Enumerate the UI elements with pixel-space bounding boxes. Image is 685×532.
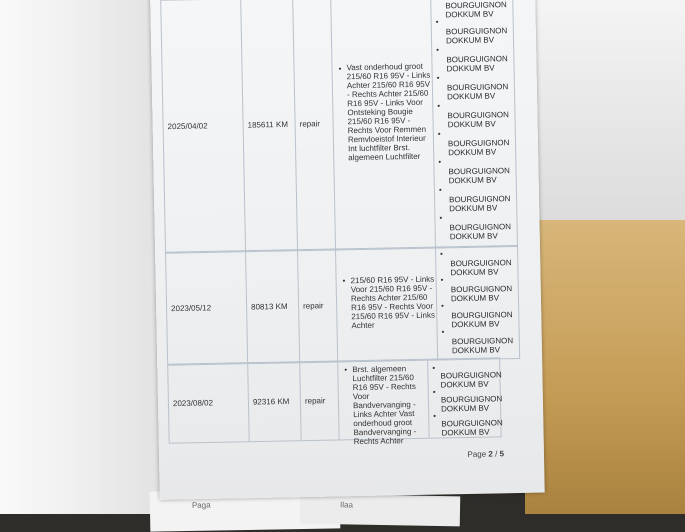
bullet-icon: • (433, 411, 437, 421)
garage-value: BOURGUIGNON DOKKUM BV (447, 138, 510, 158)
garage-value: BOURGUIGNON DOKKUM BV (440, 370, 502, 390)
page-current: 2 (488, 449, 493, 459)
document-page (150, 0, 545, 500)
garage-value: BOURGUIGNON DOKKUM BV (448, 166, 510, 186)
underlying-paper-text-2: Ilaa (340, 500, 354, 510)
description-value: 215/60 R16 95V - Links Voor 215/60 R16 95V - Rechts Achter 215/60 R16 95V - Rechts Voor 215/60 R16 95V - Links Achter (350, 274, 435, 331)
garage-value: BOURGUIGNON DOKKUM BV (446, 82, 509, 102)
garage-value: BOURGUIGNON DOKKUM BV (440, 394, 503, 414)
bullet-icon: • (440, 275, 444, 285)
description-value: Vast onderhoud groot 215/60 R16 95V - Links Achter 215/60 R16 95V - Rechts Achter 215/60 R16 95V - Links Voor Ontsteking Bougie 215/60 R16 95V - Rechts Voor Remmen Remvloeistof Interieur Int luchtfilter Brst. algemeen Luchtfilter (346, 61, 431, 163)
bullet-icon: • (344, 365, 348, 375)
bullet-icon: • (437, 129, 441, 139)
page-total: 5 (499, 449, 505, 459)
date-value: 2023/05/12 (171, 303, 212, 314)
date-value: 2025/04/02 (167, 121, 208, 132)
garage-value: BOURGUIGNON DOKKUM BV (441, 418, 503, 438)
underlying-paper-2 (300, 494, 460, 527)
garage-cell (427, 358, 501, 437)
description-cell (335, 248, 438, 362)
type-value: repair (304, 396, 326, 406)
garage-value: BOURGUIGNON DOKKUM BV (447, 110, 509, 130)
km-value: 185611 KM (247, 119, 289, 130)
bullet-icon: • (435, 17, 439, 27)
bullet-icon: • (436, 45, 440, 55)
bullet-icon: • (338, 64, 342, 74)
description-value: Brst. algemeen Luchtfilter 215/60 R16 95V - Rechts Voor Bandvervanging - Links Achter Vast onderhoud groot Bandvervanging - Rechts Achter (352, 364, 417, 447)
bullet-icon (435, 0, 438, 1)
bullet-icon: • (441, 327, 445, 337)
table-row (167, 357, 503, 447)
garage-value: BOURGUIGNON DOKKUM BV (446, 54, 508, 74)
table-row (160, 0, 518, 254)
page-number (467, 449, 504, 459)
bullet-icon: • (440, 249, 444, 259)
garage-value: BOURGUIGNON DOKKUM BV (449, 222, 512, 242)
garage-value: BOURGUIGNON DOKKUM BV (450, 258, 512, 278)
km-cell (245, 250, 300, 363)
garage-value: BOURGUIGNON DOKKUM BV (448, 194, 511, 214)
bullet-icon: • (432, 387, 436, 397)
date-cell (160, 0, 246, 253)
garage-value: BOURGUIGNON DOKKUM BV (451, 310, 513, 330)
garage-value: BOURGUIGNON DOKKUM BV (451, 336, 514, 356)
bullet-icon: • (441, 301, 445, 311)
type-cell (299, 361, 339, 440)
background-right-top (525, 0, 685, 220)
bullet-icon: • (438, 157, 442, 167)
km-value: 80813 KM (251, 301, 288, 312)
type-value: repair (303, 301, 324, 311)
underlying-paper-text: Paga (191, 500, 211, 510)
date-cell (165, 251, 248, 365)
bullet-icon: • (432, 363, 436, 373)
km-cell (247, 362, 301, 441)
bullet-icon: • (436, 73, 440, 83)
description-cell (330, 0, 436, 249)
table-row (165, 245, 520, 366)
bullet-icon: • (438, 185, 442, 195)
garage-cell (435, 246, 520, 360)
page-label: Page (467, 449, 487, 459)
garage-value: BOURGUIGNON DOKKUM BV (445, 26, 508, 46)
description-cell (337, 360, 429, 447)
garage-value: BOURGUIGNON DOKKUM BV (450, 284, 513, 304)
bullet-icon: • (437, 101, 441, 111)
garage-value: BOURGUIGNON DOKKUM BV (445, 0, 507, 20)
type-value: repair (299, 119, 321, 129)
type-cell (297, 249, 338, 362)
page-separator: / (494, 449, 498, 459)
bullet-icon: • (342, 276, 346, 286)
date-value: 2023/08/02 (172, 398, 214, 409)
wooden-table (525, 220, 685, 514)
date-cell (167, 363, 249, 443)
km-cell (240, 0, 298, 251)
garage-cell (430, 0, 518, 248)
km-value: 92316 KM (252, 396, 290, 407)
type-cell (292, 0, 336, 250)
background-left (0, 0, 160, 514)
bullet-icon: • (439, 213, 443, 223)
